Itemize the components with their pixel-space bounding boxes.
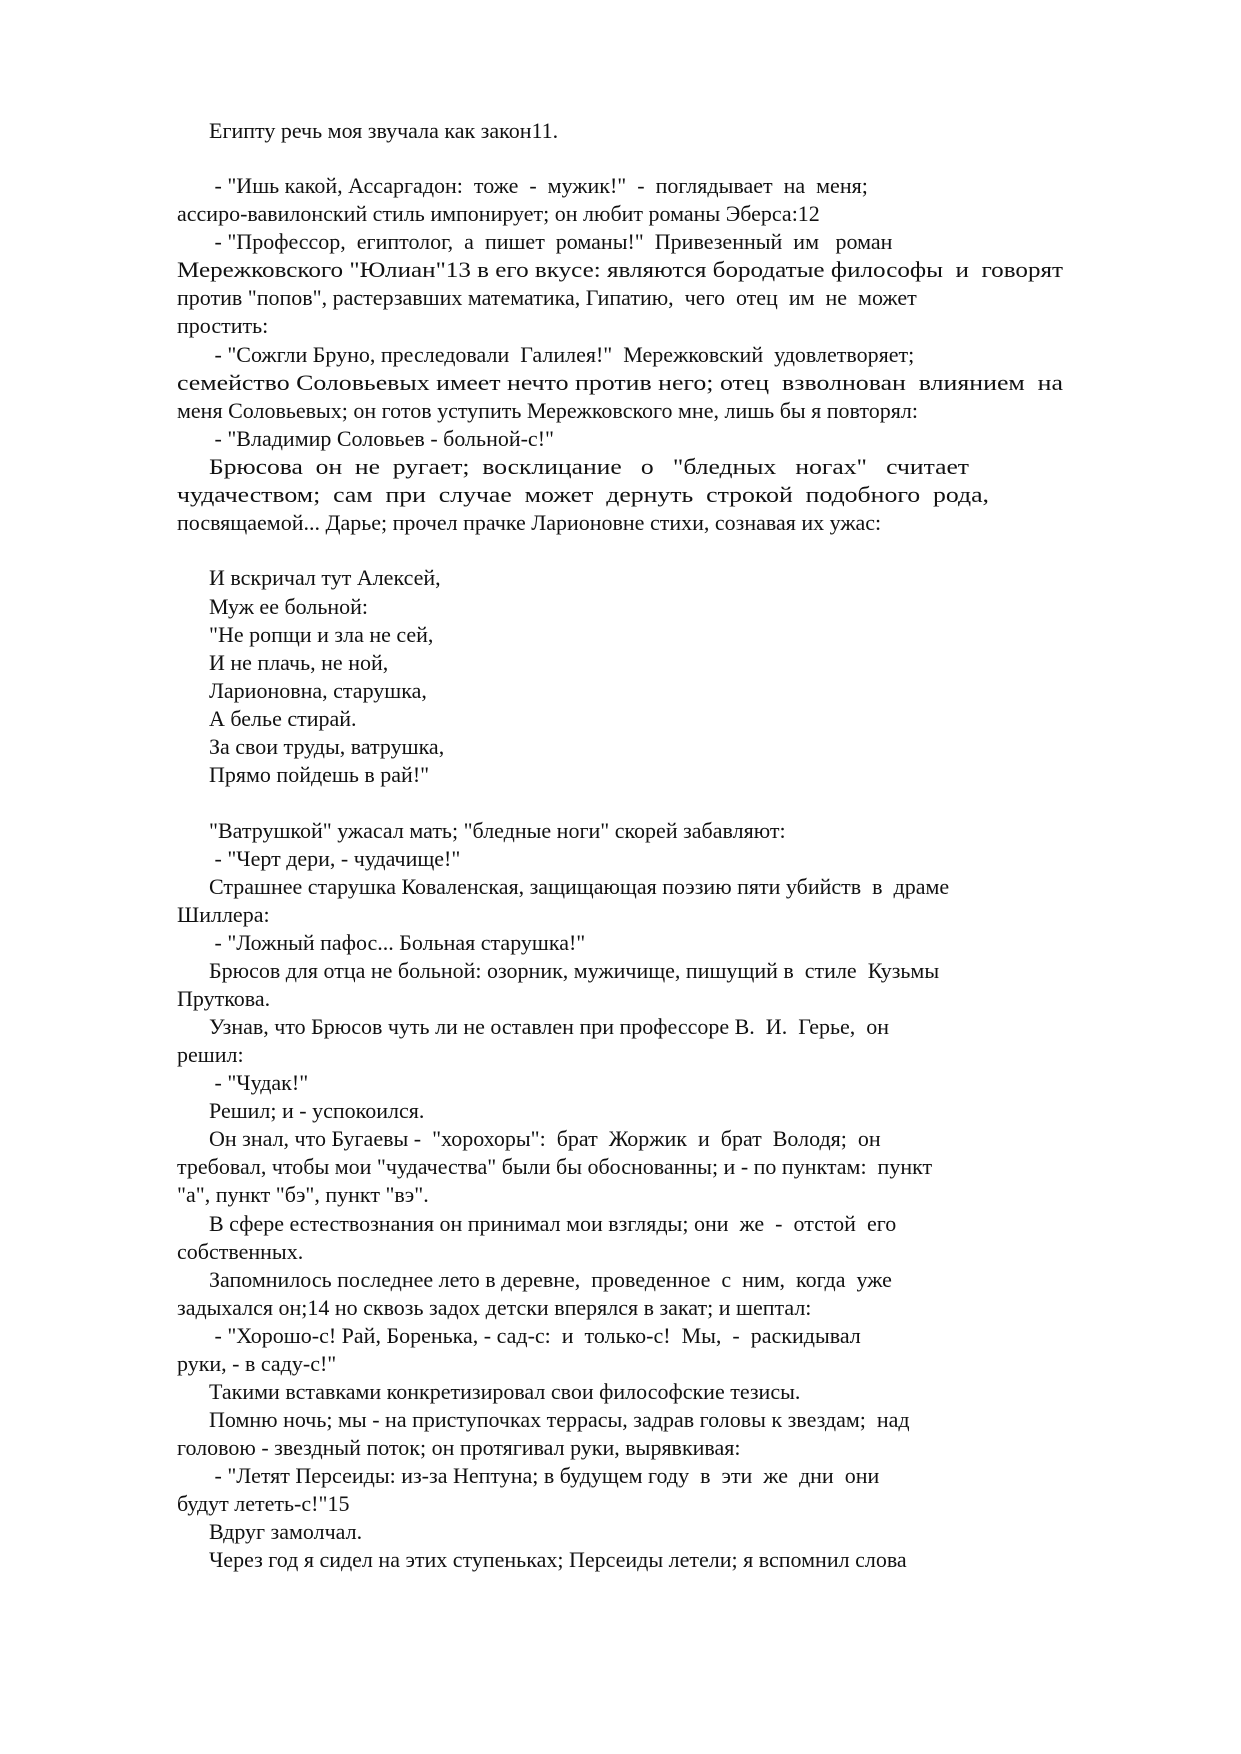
text-line: Через год я сидел на этих ступеньках; Персеиды летели; я вспомнил слова: [209, 1547, 907, 1572]
text-line: Мережковского "Юлиан"13 в его вкусе: являются бородатые философы и говорят: [177, 257, 1063, 282]
text-line: И не плачь, не ной,: [209, 650, 389, 675]
text-line: решил:: [177, 1042, 244, 1067]
text-line: посвящаемой... Дарье; прочел прачке Ларионовне стихи, сознавая их ужас:: [177, 510, 882, 535]
text-line: Вдруг замолчал.: [209, 1519, 363, 1544]
text-line: В сфере естествознания он принимал мои взгляды; они же - отстой его: [209, 1211, 897, 1236]
text-line: - "Летят Персеиды: из-за Нептуна; в будущем году в эти же дни они: [209, 1463, 880, 1488]
text-line: А белье стирай.: [209, 706, 357, 731]
text-line: - "Ишь какой, Ассаргадон: тоже - мужик!" - поглядывает на меня;: [209, 173, 868, 198]
text-line: - "Черт дери, - чудачище!": [209, 846, 461, 871]
text-line: - "Сожгли Бруно, преследовали Галилея!" Мережковский удовлетворяет;: [209, 342, 915, 367]
text-line: Брюсов для отца не больной: озорник, мужичище, пишущий в стиле Кузьмы: [209, 958, 940, 983]
text-line: - "Чудак!": [209, 1070, 309, 1095]
text-line: чудачеством; сам при случае может дернуть строкой подобного рода,: [177, 482, 989, 507]
text-line: задыхался он;14 но сквозь задох детски вперялся в закат; и шептал:: [177, 1295, 812, 1320]
text-line: Ларионовна, старушка,: [209, 678, 427, 703]
text-line: Такими вставками конкретизировал свои философские тезисы.: [209, 1379, 801, 1404]
text-line: Решил; и - успокоился.: [209, 1098, 425, 1123]
text-line: руки, - в саду-с!": [177, 1351, 337, 1376]
text-line: "Ватрушкой" ужасал мать; "бледные ноги" скорей забавляют:: [209, 818, 786, 843]
text-line: Запомнилось последнее лето в деревне, проведенное с ним, когда уже: [209, 1267, 892, 1292]
text-line: "а", пункт "бэ", пункт "вэ".: [177, 1182, 429, 1207]
text-line: Брюсова он не ругает; восклицание о "бледных ногах" считает: [209, 454, 969, 479]
text-line: требовал, чтобы мои "чудачества" были бы обоснованны; и - по пунктам: пункт: [177, 1154, 933, 1179]
text-line: Узнав, что Брюсов чуть ли не оставлен при профессоре В. И. Герье, он: [209, 1014, 890, 1039]
text-line: - "Профессор, египтолог, а пишет романы!" Привезенный им роман: [209, 229, 893, 254]
text-line: И вскричал тут Алексей,: [209, 565, 441, 590]
text-line: "Не ропщи и зла не сей,: [209, 622, 434, 647]
text-line: - "Владимир Соловьев - больной-с!": [209, 426, 555, 451]
text-line: Страшнее старушка Коваленская, защищающая поэзию пяти убийств в драме: [209, 874, 950, 899]
text-line: семейство Соловьевых имеет нечто против него; отец взволнован влиянием на: [177, 370, 1063, 395]
text-line: Помню ночь; мы - на приступочках террасы, задрав головы к звездам; над: [209, 1407, 910, 1432]
text-line: ассиро-вавилонский стиль импонирует; он любит романы Эберса:12: [177, 201, 820, 226]
text-line: Прямо пойдешь в рай!": [209, 762, 430, 787]
text-line: За свои труды, ватрушка,: [209, 734, 445, 759]
text-line: Муж ее больной:: [209, 594, 369, 619]
text-line: простить:: [177, 313, 269, 338]
text-line: Шиллера:: [177, 902, 270, 927]
text-line: - "Ложный пафос... Больная старушка!": [209, 930, 586, 955]
text-line: против "попов", растерзавших математика, Гипатию, чего отец им не может: [177, 285, 917, 310]
text-line: меня Соловьевых; он готов уступить Мережковского мне, лишь бы я повторял:: [177, 398, 918, 423]
text-line: Египту речь моя звучала как закон11.: [209, 118, 559, 143]
text-line: - "Хорошо-с! Рай, Боренька, - сад-с: и только-с! Мы, - раскидывал: [209, 1323, 861, 1348]
text-line: головою - звездный поток; он протягивал руки, вырявкивая:: [177, 1435, 741, 1460]
text-line: собственных.: [177, 1239, 304, 1264]
text-line: Пруткова.: [177, 986, 271, 1011]
text-line: Он знал, что Бугаевы - "хорохоры": брат Жоржик и брат Володя; он: [209, 1126, 881, 1151]
text-line: будут лететь-с!"15: [177, 1491, 350, 1516]
